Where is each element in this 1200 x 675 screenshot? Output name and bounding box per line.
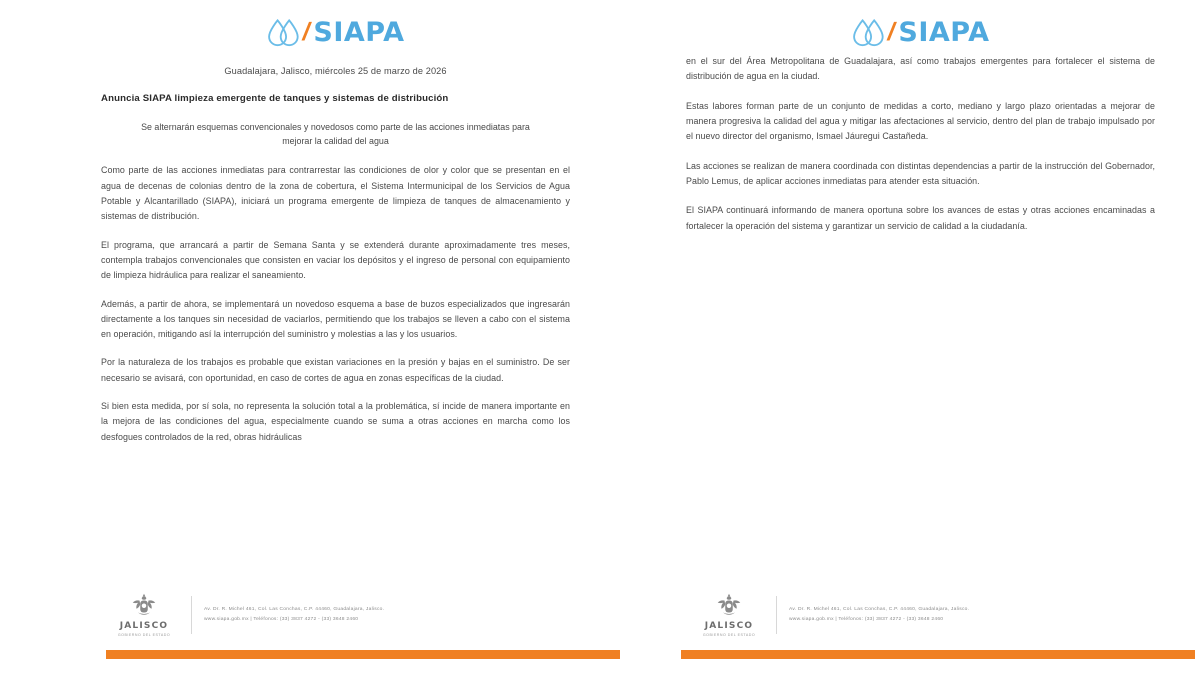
contact-address: Av. Dr. R. Michel 461, Col. Las Conchas, C.P. 44460, Guadalajara, Jalisco. (204, 606, 385, 612)
page-1-header (79, 0, 592, 46)
body-paragraph: El SIAPA continuará informando de manera oportuna sobre los avances de estas y otras acciones encaminadas a fortalecer la operación del sistema y garantizar un servicio de calidad a la ciudadanía. (686, 205, 1155, 231)
emblem-wordmark: JALISCO (704, 621, 754, 632)
emblem-subtext: GOBIERNO DEL ESTADO (117, 632, 171, 637)
contact-address: Av. Dr. R. Michel 461, Col. Las Conchas, C.P. 44460, Guadalajara, Jalisco. (789, 606, 970, 612)
logo-wordmark: SIAPA (898, 16, 990, 48)
dateline: Guadalajara, Jalisco, miércoles 25 de marzo de 2026 (224, 66, 447, 76)
press-release-page-2 (648, 0, 1193, 675)
emblem-wordmark: JALISCO (119, 621, 169, 632)
page-2-footer (664, 586, 1177, 644)
footer-contact-info (789, 605, 1155, 625)
page-1-footer (79, 586, 592, 644)
page-title: Anuncia SIAPA limpieza emergente de tanques y sistemas de distribución (101, 93, 449, 104)
body-paragraph: en el sur del Área Metropolitana de Guadalajara, así como trabajos emergentes para fortalecer el sistema de distribución de agua en la ciudad. (686, 56, 1155, 82)
siapa-logo (266, 17, 404, 47)
footer-contact-info (204, 605, 570, 625)
subheadline: Se alternarán esquemas convencionales y novedosos como parte de las acciones inmediatas para mejorar la calidad del agua (141, 121, 530, 147)
footer-divider (191, 596, 192, 634)
body-paragraph: Si bien esta medida, por sí sola, no representa la solución total a la problemática, sí incide de manera importante en la mejora de las condiciones del agua, especialmente cuando se suma a otras acciones en marcha como los desfogues controlados de la red, obras hidráulicas (101, 401, 570, 442)
logo-slash: / (885, 17, 899, 46)
page-2-content (664, 46, 1177, 586)
body-paragraph: Las acciones se realizan de manera coordinada con distintas dependencias a partir de la instrucción del Gobernador, Pablo Lemus, de aplicar acciones inmediatas para atender esta situación. (686, 160, 1155, 186)
jalisco-emblem (686, 593, 772, 637)
water-drops-icon (266, 17, 300, 47)
page-2-bottom-bar-wrap (664, 644, 1177, 675)
body-paragraph: Como parte de las acciones inmediatas para contrarrestar las condiciones de olor y color que se presentan en el agua de decenas de colonias dentro de la zona de cobertura, el Sistema Intermunicipal de los Servicios de Agua Potable y Alcantarillado (SIAPA), iniciará un programa emergente de limpieza de tanques de almacenamiento y sistemas de distribución. (101, 165, 570, 222)
logo-slash: / (300, 17, 314, 46)
body-paragraph: Estas labores forman parte de un conjunto de medidas a corto, mediano y largo plazo orientadas a mejorar de manera progresiva la calidad del agua y mitigar las afectaciones al servicio, dentro del plan de trabajo impulsado por el nuevo director del organismo, Ismael Jáuregui Castañeda. (686, 100, 1155, 142)
logo-wordmark: SIAPA (313, 16, 405, 48)
press-release-page-1 (63, 0, 608, 675)
crest-icon (714, 593, 744, 620)
body-paragraph: El programa, que arrancará a partir de Semana Santa y se extenderá durante aproximadamente tres meses, contempla trabajos convencionales que consisten en vaciar los depósitos y el ingreso de personal con equipamiento de limpieza hidráulica para realizar el saneamiento. (101, 239, 570, 281)
page-2-header (664, 0, 1177, 46)
siapa-logo (851, 17, 989, 47)
crest-icon (129, 593, 159, 620)
emblem-subtext: GOBIERNO DEL ESTADO (702, 632, 756, 637)
body-paragraph: Además, a partir de ahora, se implementará un novedoso esquema a base de buzos especializados que ingresarán directamente a los tanques sin necesidad de vaciarlos, permitiendo que los trabajos se lleven a cabo con el sistema en operación, mitigando así la interrupción del suministro y molestias a las y los usuarios. (101, 298, 570, 340)
orange-accent-bar (681, 650, 1195, 659)
contact-web-phone: www.siapa.gob.mx | Teléfonos: (33) 3837 4272 - (33) 3648 2460 (789, 617, 944, 622)
page-1-content (79, 46, 592, 586)
page-1-bottom-bar-wrap (79, 644, 592, 675)
body-paragraph: Por la naturaleza de los trabajos es probable que existan variaciones en la presión y bajas en el suministro. De ser necesario se avisará, con oportunidad, en caso de cortes de agua en zonas específicas de la ciudad. (101, 357, 570, 383)
jalisco-emblem (101, 593, 187, 637)
footer-divider (776, 596, 777, 634)
water-drops-icon (851, 17, 885, 47)
orange-accent-bar (106, 650, 620, 659)
contact-web-phone: www.siapa.gob.mx | Teléfonos: (33) 3837 4272 - (33) 3648 2460 (204, 617, 359, 622)
